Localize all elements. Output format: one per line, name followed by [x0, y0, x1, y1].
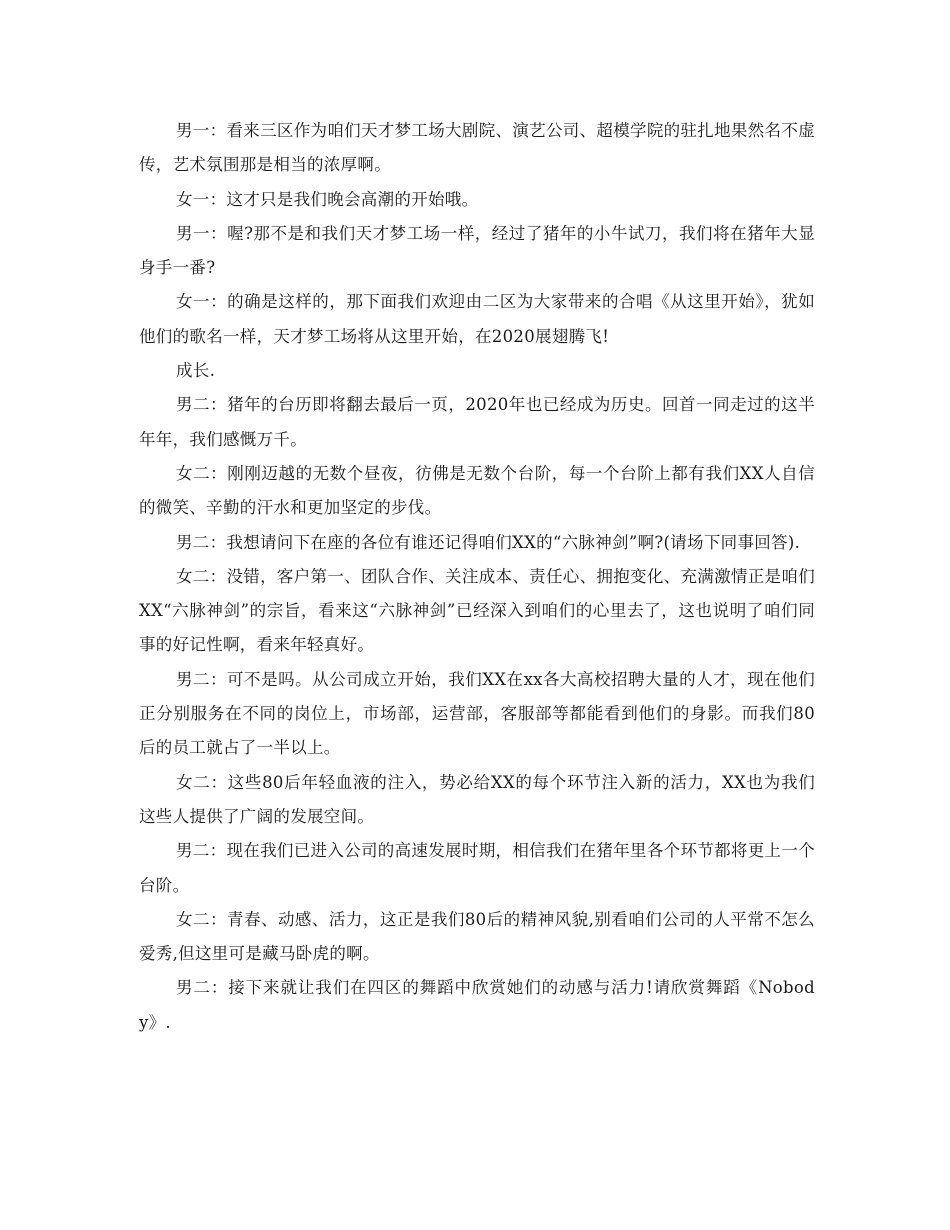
paragraph: 男二：可不是吗。从公司成立开始，我们XX在xx各大高校招聘大量的人才，现在他们正分别服务在不同的岗位上，市场部，运营部，客服部等都能看到他们的身影。而我们80后的员工就占了一半以上。 [139, 669, 815, 758]
paragraph: 男二：现在我们已进入公司的高速发展时期，相信我们在猪年里各个环节都将更上一个台阶。 [139, 841, 815, 895]
paragraph: 男一：看来三区作为咱们天才梦工场大剧院、演艺公司、超模学院的驻扎地果然名不虚传，艺术氛围那是相当的浓厚啊。 [139, 121, 815, 175]
paragraph: 男一：喔?那不是和我们天才梦工场一样，经过了猪年的小牛试刀，我们将在猪年大显身手一番? [139, 223, 815, 278]
paragraph: 女二：刚刚迈越的无数个昼夜，彷佛是无数个台阶，每一个台阶上都有我们XX人自信的微笑、辛勤的汗水和更加坚定的步伐。 [139, 463, 815, 518]
paragraph: 男二：猪年的台历即将翻去最后一页，2020年也已经成为历史。回首一同走过的这半年年，我们感慨万千。 [139, 395, 815, 449]
paragraph: 女二：这些80后年轻血液的注入，势必给XX的每个环节注入新的活力，XX也为我们这些人提供了广阔的发展空间。 [139, 772, 815, 826]
paragraph: 女二：青春、动感、活力，这正是我们80后的精神风貌,别看咱们公司的人平常不怎么爱秀,但这里可是藏马卧虎的啊。 [139, 909, 815, 964]
paragraph: 成长. [176, 361, 216, 381]
document-body [139, 114, 815, 1040]
paragraph: 男二：接下来就让我们在四区的舞蹈中欣赏她们的动感与活力!请欣赏舞蹈《Nobody》. [139, 978, 815, 1032]
paragraph: 女一：这才只是我们晚会高潮的开始哦。 [176, 189, 479, 209]
paragraph: 男二：我想请问下在座的各位有谁还记得咱们XX的“六脉神剑”啊?(请场下同事回答). [176, 532, 801, 552]
paragraph: 女二：没错，客户第一、团队合作、关注成本、责任心、拥抱变化、充满激情正是咱们XX“六脉神剑”的宗旨，看来这“六脉神剑”已经深入到咱们的心里去了，这也说明了咱们同事的好记性啊，看来年轻真好。 [139, 566, 815, 655]
paragraph: 女一：的确是这样的，那下面我们欢迎由二区为大家带来的合唱《从这里开始》，犹如他们的歌名一样，天才梦工场将从这里开始，在2020展翅腾飞! [139, 292, 815, 346]
